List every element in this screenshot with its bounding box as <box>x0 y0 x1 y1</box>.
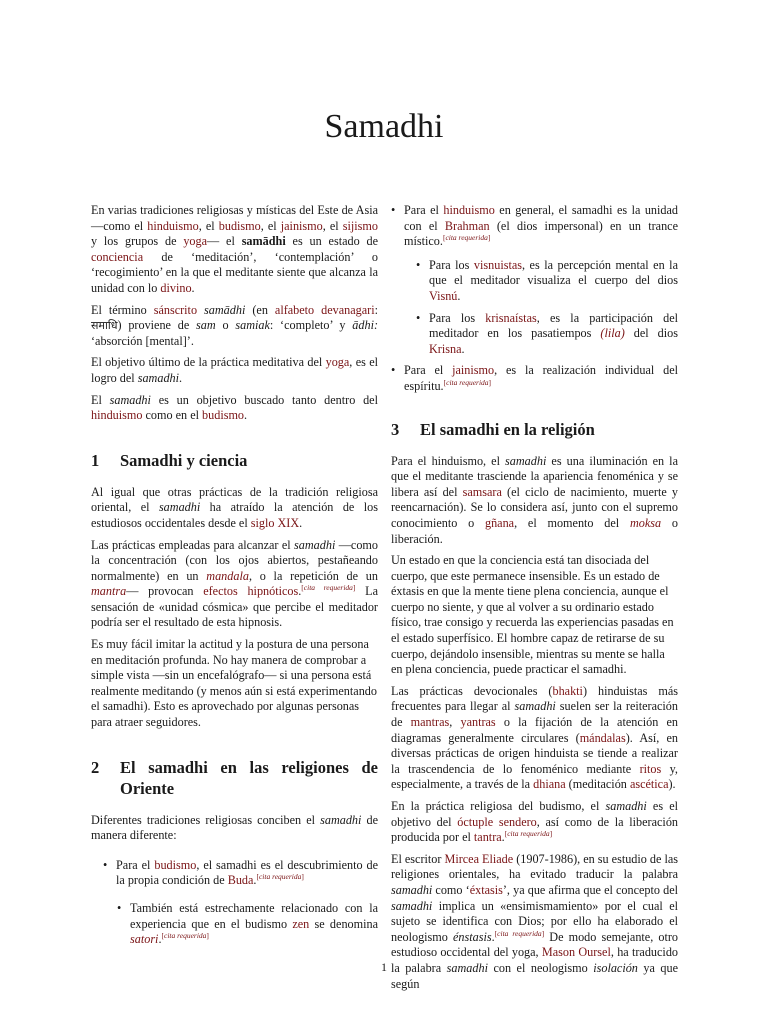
list-item-hinduismo: • Para el hinduismo en general, el samadhi es la unidad con el Brahman (el dios impersonal) en un trance místico.[cita requerida] • Para los visnuistas, es la percepción mental en la que el meditador visualiza el cuerpo del dios Visnú. • Para los krisnaístas, es la participación del meditador en los pasatiempos (lila) del dios Krisna. <box>379 203 678 357</box>
link-hinduismo-3[interactable]: hinduismo <box>443 203 495 217</box>
s3-paragraph-1: Para el hinduismo, el samadhi es una iluminación en la que el meditante trasciende la apariencia fenoménica y se libera así del samsara (el ciclo de nacimiento, muerte y reencarnación). Se lo considera así, junto con el supremo conocimiento o gñana, el momento del moksa o liberación. <box>391 453 679 546</box>
link-krisna[interactable]: Krisna <box>429 341 462 356</box>
list-item-jainismo: • Para el jainismo, es la realización individual del espíritu.[cita requerida] <box>379 363 678 394</box>
s1-paragraph-2: Las prácticas empleadas para alcanzar el samadhi —como la concentración (con los ojos abiertos, pestañeando normalmente) en un mandala, o la repetición de un mantra— provocan efectos hipnóticos.[cita requerida] La sensación de «unidad cósmica» que percibe el meditador podría ser el resultado de esta hipnosis. <box>91 537 378 630</box>
s1-paragraph-1: Al igual que otras prácticas de la tradición religiosa oriental, el samadhi ha atraído la atención de los estudiosos occidentales desde el siglo XIX. <box>91 484 378 530</box>
link-ritos[interactable]: ritos <box>639 761 662 776</box>
s3-paragraph-4: En la práctica religiosa del budismo, el samadhi es el objetivo del óctuple sendero, así como de la liberación producida por el tantra.[cita requerida] <box>391 799 679 845</box>
link-ascetica[interactable]: ascética <box>629 777 669 792</box>
link-jainismo[interactable]: jainismo <box>280 218 323 233</box>
link-hinduismo-2[interactable]: hinduismo <box>91 408 143 423</box>
s3-paragraph-3: Las prácticas devocionales (bhakti) hinduistas más frecuentes para llegar al samadhi suelen ser la reiteración de mantras, yantras o la fijación de la atención en diagramas generalmente circulares (mándalas). Así, en diversas prácticas de origen hinduista se tiende a realizar la trascendencia de lo fenoménico mediante ritos y, especialmente, a través de la dhiana (meditación ascética). <box>391 683 679 792</box>
religion-list <box>91 858 378 948</box>
link-hinduismo[interactable]: hinduismo <box>147 218 199 233</box>
list-item-budismo: • Para el budismo, el samadhi es el descubrimiento de la propia condición de Buda.[cita requerida] • También está estrechamente relacionado con la experiencia que en el budismo zen se denomina satori.[cita requerida] <box>91 858 378 948</box>
section-heading-2: 2 El samadhi en las religiones de Oriente <box>91 757 378 798</box>
s2-paragraph-1: Diferentes tradiciones religiosas conciben el samadhi de manera diferente: <box>91 812 379 843</box>
link-divino[interactable]: divino <box>160 280 192 295</box>
link-siglo-xix[interactable]: siglo XIX <box>250 515 300 530</box>
link-yoga-2[interactable]: yoga <box>325 355 350 370</box>
link-gnana[interactable]: gñana <box>484 515 515 530</box>
intro-paragraph-2: El término sánscrito samādhi (en alfabeto devanagari: समाधि) proviene de sam o samiak: ‘completo’ y ādhi: ‘absorción [mental]’. <box>91 302 379 348</box>
link-visnuistas[interactable]: visnuistas <box>473 257 522 272</box>
link-brahman[interactable]: Brahman <box>444 218 490 233</box>
list-item-krisnaistas: • Para los krisnaístas, es la participación del meditador en los pasatiempos (lila) del dios Krisna. <box>390 311 678 358</box>
link-visnu[interactable]: Visnú <box>429 288 458 303</box>
intro-paragraph-4: El samadhi es un objetivo buscado tanto dentro del hinduismo como en el budismo. <box>91 392 378 423</box>
citation-needed[interactable]: [cita requerida] <box>443 377 492 387</box>
section-heading-3: 3 El samadhi en la religión <box>391 419 595 439</box>
s3-paragraph-5: El escritor Mircea Eliade (1907-1986), en su estudio de las religiones orientales, ha evitado traducir la palabra samadhi como ‘éxtasis’, ya que afirma que el concepto del samadhi implica un «ensimismamiento» por el cual el sujeto se identifica con Dios; por ello ha elaborado el neologismo énstasis.[cita requerida] De modo semejante, otro estudioso occidental del yoga, Mason Oursel, ha traducido la palabra samadhi con el neologismo isolación ya que según <box>391 851 679 991</box>
link-budismo-3[interactable]: budismo <box>154 857 197 872</box>
link-alfabeto-devanagari[interactable]: alfabeto devanagari <box>274 302 375 317</box>
link-conciencia[interactable]: conciencia <box>91 249 144 264</box>
link-budismo[interactable]: budismo <box>218 218 261 233</box>
link-tantra[interactable]: tantra <box>473 830 502 845</box>
left-column <box>91 203 378 954</box>
citation-needed[interactable]: [cita requerida] <box>301 583 356 593</box>
link-mantras[interactable]: mantras <box>410 715 450 730</box>
link-samsara[interactable]: samsara <box>462 484 502 499</box>
link-krisnaistas[interactable]: krisnaístas <box>485 310 537 325</box>
link-lila[interactable]: (lila) <box>600 326 625 341</box>
link-bhakti[interactable]: bhakti <box>552 683 583 698</box>
link-mantra[interactable]: mantra <box>91 584 127 599</box>
page-number: 1 <box>381 960 387 974</box>
sub-list-budismo <box>116 901 378 948</box>
religion-list-continued <box>391 203 678 395</box>
link-extasis[interactable]: éxtasis <box>469 882 503 897</box>
citation-needed[interactable]: [cita requerida] <box>504 829 553 839</box>
link-efectos-hipnoticos[interactable]: efectos hipnóticos <box>203 584 299 599</box>
link-sanscrito[interactable]: sánscrito <box>153 302 198 317</box>
link-budismo-2[interactable]: budismo <box>202 408 245 423</box>
link-satori[interactable]: satori <box>130 932 159 947</box>
citation-needed[interactable]: [cita requerida] <box>256 872 304 882</box>
citation-needed[interactable]: [cita requerida] <box>442 233 491 243</box>
link-jainismo-2[interactable]: jainismo <box>452 363 495 378</box>
sub-list-hinduismo <box>404 258 678 358</box>
link-mandalas[interactable]: mándalas <box>579 730 626 745</box>
right-column <box>391 203 678 998</box>
list-item-zen: • También está estrechamente relacionado con la experiencia que en el budismo zen se denomina satori.[cita requerida] <box>91 901 378 948</box>
link-mircea-eliade[interactable]: Mircea Eliade <box>444 851 514 866</box>
link-dhiana[interactable]: dhiana <box>533 777 566 792</box>
link-buda[interactable]: Buda <box>227 873 254 888</box>
link-yantras[interactable]: yantras <box>460 715 496 730</box>
link-sijismo[interactable]: sijismo <box>342 218 378 233</box>
citation-needed[interactable]: [cita requerida] <box>494 928 545 938</box>
s3-paragraph-2: Un estado en que la conciencia está tan disociada del cuerpo, que este permanece insensible. Es un estado de éxtasis en que la mente tiene plena conciencia, aunque el cuerpo no siente, y que al volver a su ordinario estado físico, trae consigo y recuerda las experiencias pasadas en el estado superfísico. El hombre capaz de retirarse de su cuerpo, dejándolo insensible, mientras su mente se halla en plena conciencia, puede practicar el samadhi. <box>391 553 674 677</box>
link-mason-oursel[interactable]: Mason Oursel <box>541 945 611 960</box>
link-zen[interactable]: zen <box>292 916 310 931</box>
link-moksa[interactable]: moksa <box>629 515 662 530</box>
link-mandala[interactable]: mandala <box>206 568 249 583</box>
link-yoga[interactable]: yoga <box>183 234 208 249</box>
link-octuple-sendero[interactable]: óctuple sendero <box>457 814 537 829</box>
page-title: Samadhi <box>324 108 444 145</box>
s1-paragraph-3: Es muy fácil imitar la actitud y la postura de una persona en meditación profunda. No hay manera de comprobar a simple vista —sin un encefalógrafo— si una persona está realmente meditando (y menos aún si está experimentando el samadhi). Esto es aprovechado por algunas personas para atraer seguidores. <box>91 637 377 730</box>
intro-paragraph-1: En varias tradiciones religiosas y místicas del Este de Asia —como el hinduismo, el budismo, el jainismo, el sijismo y los grupos de yoga— el samādhi es un estado de conciencia de ‘meditación’, ‘contemplación’ o ‘recogimiento’ en la que el meditante siente que alcanza la unidad con lo divino. <box>91 203 379 295</box>
intro-paragraph-3: El objetivo último de la práctica meditativa del yoga, es el logro del samadhi. <box>91 355 378 385</box>
list-item-visnuistas: • Para los visnuistas, es la percepción mental en la que el meditador visualiza el cuerpo del dios Visnú. <box>390 258 678 305</box>
citation-needed[interactable]: [cita requerida] <box>161 931 209 941</box>
section-heading-1: 1 Samadhi y ciencia <box>91 450 248 470</box>
